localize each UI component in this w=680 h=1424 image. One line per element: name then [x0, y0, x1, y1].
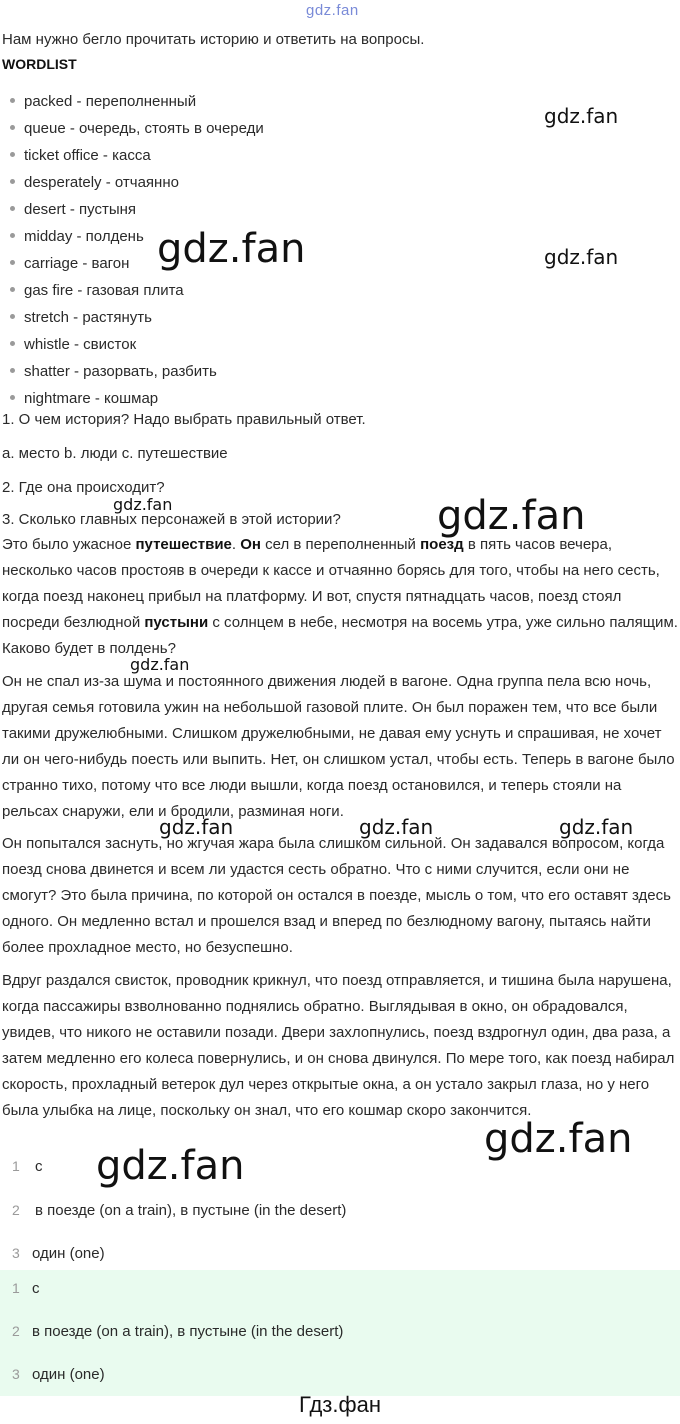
bullet-icon [10, 287, 15, 292]
question-3: 3. Сколько главных персонажей в этой истории? [2, 511, 341, 528]
list-item: ticket office - касса [10, 144, 264, 171]
list-item: stretch - растянуть [10, 306, 264, 333]
question-1: 1. О чем история? Надо выбрать правильный ответ. [2, 411, 366, 428]
watermark: gdz.fan [437, 493, 586, 539]
watermark: gdz.fan [157, 226, 306, 272]
bullet-icon [10, 260, 15, 265]
bullet-icon [10, 395, 15, 400]
bullet-icon [10, 206, 15, 211]
watermark: gdz.fan [113, 495, 173, 514]
list-item: whistle - свисток [10, 333, 264, 360]
answer-text: c [32, 1280, 40, 1297]
bullet-icon [10, 179, 15, 184]
answer-row-highlighted [0, 1353, 680, 1396]
list-item: queue - очередь, стоять в очереди [10, 117, 264, 144]
list-item: gas fire - газовая плита [10, 279, 264, 306]
footer-watermark: Гдз.фан [299, 1392, 381, 1417]
story-paragraph-3: Он попытался заснуть, но жгучая жара была слишком сильной. Он задавался вопросом, когда поезд снова двинется и всем ли удастся сесть обратно. Что с ними случится, если они не смогут? Это была причина, по которой он остался в поезде, мысль о том, что его оставят здесь одного. Он медленно встал и прошелся взад и вперед по безлюдному вагону, пытаясь найти более прохладное место, но безуспешно. [2, 835, 671, 956]
watermark: gdz.fan [96, 1143, 245, 1189]
story-paragraph-4: Вдруг раздался свисток, проводник крикнул, что поезд отправляется, и тишина была нарушена, когда пассажиры взволнованно поднялись обратно. Выглядывая в окно, он обрадовался, увидев, что никого не оставили позади. Двери захлопнулись, поезд вздрогнул один, два раза, а затем медленно его колеса повернулись, и он снова двинулся. По мере того, как поезд набирал скорость, прохладный ветерок дул через открытые окна, а он устало закрыл глаза, но у него была улыбка на лице, поскольку он знал, что его кошмар скоро закончится. [2, 972, 675, 1119]
list-item: shatter - разорвать, разбить [10, 360, 264, 387]
answer-row-highlighted [0, 1267, 680, 1310]
bullet-icon [10, 125, 15, 130]
top-watermark: gdz.fan [306, 2, 359, 19]
watermark: gdz.fan [484, 1116, 633, 1162]
answer-text: один (one) [32, 1245, 105, 1262]
wordlist-heading: WORDLIST [2, 56, 77, 72]
list-item: carriage - вагон [10, 252, 264, 279]
answer-number: 1 [12, 1280, 20, 1296]
list-item: midday - полдень [10, 225, 264, 252]
intro-text: Нам нужно бегло прочитать историю и ответить на вопросы. [2, 31, 425, 48]
answer-number: 1 [12, 1158, 20, 1174]
question-2: 2. Где она происходит? [2, 479, 165, 496]
watermark: gdz.fan [359, 815, 434, 839]
story-paragraph-2: Он не спал из-за шума и постоянного движения людей в вагоне. Одна группа пела всю ночь, другая семья готовила ужин на небольшой газовой плите. Он был поражен тем, что все были такими дружелюбными. Слишком дружелюбными, не давая ему уснуть и спрашивая, не хочет ли он чего-нибудь поесть или выпить. Нет, он слишком устал, чтобы есть. Теперь в вагоне было странно тихо, потому что все люди вышли, когда поезд остановился, и теперь стояли на рельсах снаружи, ели и бродили, разминая ноги. [2, 673, 675, 820]
watermark: gdz.fan [544, 245, 619, 269]
watermark: gdz.fan [130, 655, 190, 674]
answer-row [0, 1189, 680, 1232]
answer-text: c [35, 1158, 43, 1175]
bullet-icon [10, 341, 15, 346]
answer-number: 3 [12, 1366, 20, 1382]
answer-number: 3 [12, 1245, 20, 1261]
list-item: packed - переполненный [10, 90, 264, 117]
watermark: gdz.fan [559, 815, 634, 839]
watermark: gdz.fan [159, 815, 234, 839]
answer-number: 2 [12, 1202, 20, 1218]
answer-row-highlighted [0, 1310, 680, 1353]
watermark: gdz.fan [544, 104, 619, 128]
answer-text: один (one) [32, 1366, 105, 1383]
list-item: desperately - отчаянно [10, 171, 264, 198]
list-item: desert - пустыня [10, 198, 264, 225]
bullet-icon [10, 368, 15, 373]
list-item: nightmare - кошмар [10, 387, 264, 414]
bullet-icon [10, 233, 15, 238]
question-1-options: a. место b. люди c. путешествие [2, 445, 228, 462]
story-paragraph-1: Это было ужасное путешествие. Он сел в переполненный поезд в пять часов вечера, несколько часов простояв в очереди к кассе и отчаянно борясь для того, чтобы на него сесть, когда поезд наконец прибыл на платформу. И вот, спустя пятнадцать часов, поезд стоял посреди безлюдной пустыни с солнцем в небе, несмотря на восемь утра, уже сильно палящим. Каково будет в полдень? [2, 536, 678, 657]
bullet-icon [10, 152, 15, 157]
bullet-icon [10, 314, 15, 319]
answer-text: в поезде (on a train), в пустыне (in the desert) [35, 1202, 347, 1219]
bullet-icon [10, 98, 15, 103]
answer-number: 2 [12, 1323, 20, 1339]
answer-text: в поезде (on a train), в пустыне (in the desert) [32, 1323, 344, 1340]
